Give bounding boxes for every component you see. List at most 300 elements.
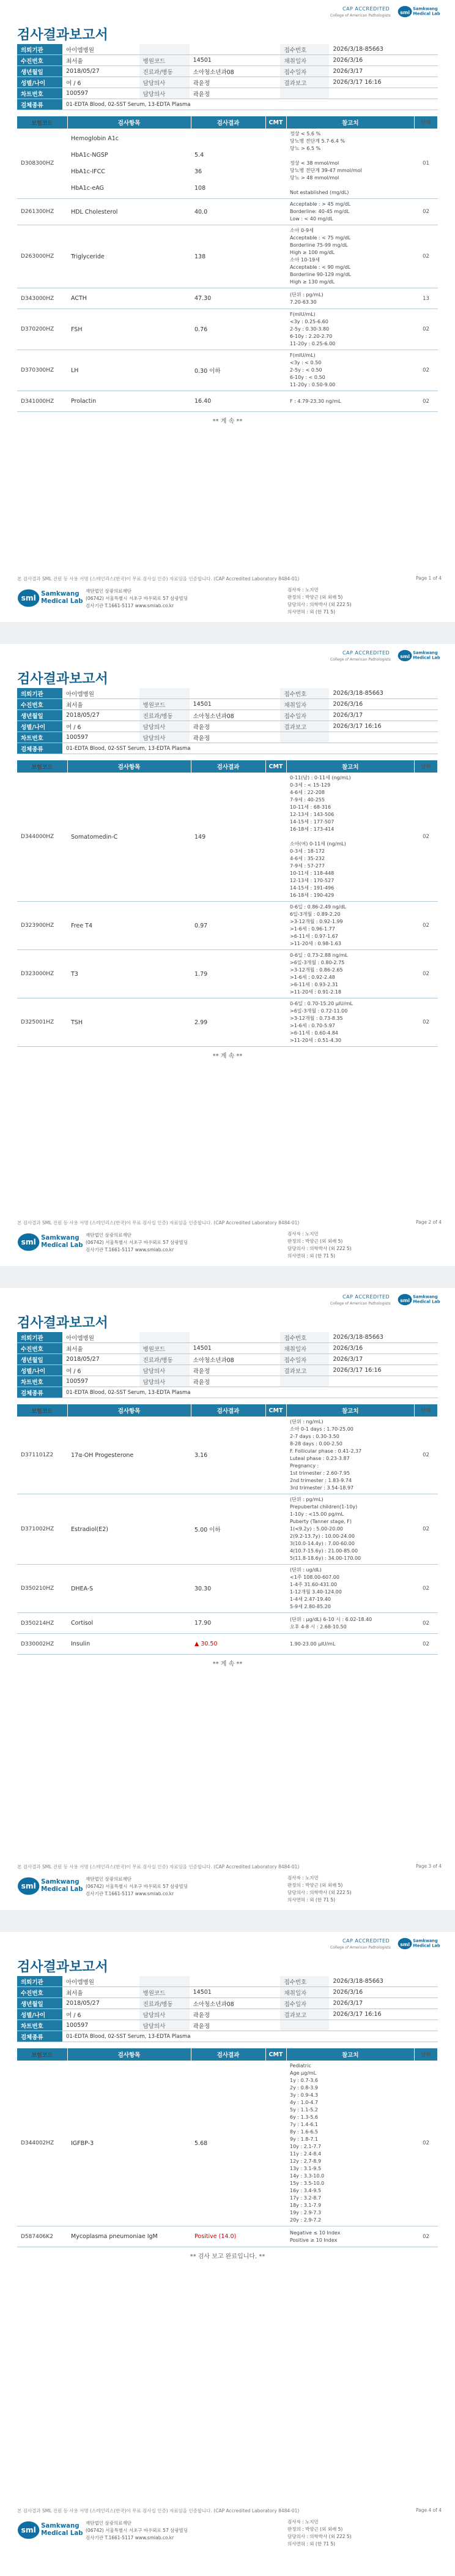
test-value bbox=[191, 2061, 265, 2226]
accreditation-subtitle: College of American Pathologists bbox=[330, 657, 391, 662]
test-item-name: Prolactin bbox=[71, 398, 97, 405]
reference-range: (단위 : ng/mL) 소아 0-1 days : 1.70-25.00 2-7 days : 0.30-3.50 8-28 days : 0.00-2.50 F. Follicular phase : 0.41-2.37 Luteal phase : 0.23-3.87 Pregnancy : 1st trimester : 2.60-7.95 2nd trimester : 1.83-9.74 3rd trimester : 3.54-18.97 bbox=[286, 1417, 415, 1494]
footer-lab-info: 재단법인 삼광의료재단 (06742) 서울특별시 서초구 바우뫼로 57 삼광빌딩 검사기관 T.1661-5117 www.smlab.co.kr bbox=[86, 2520, 188, 2540]
reference-range: 1.90-23.00 µIU/mL bbox=[286, 1634, 415, 1655]
sml-footer-logo bbox=[17, 1232, 84, 1252]
info-label: 성별/나이 bbox=[17, 2009, 62, 2020]
result-row bbox=[17, 1494, 438, 1565]
svg-text:Samkwang: Samkwang bbox=[41, 1878, 80, 1885]
sml-header-logo bbox=[398, 5, 440, 18]
svg-text:Samkwang: Samkwang bbox=[413, 650, 438, 656]
page-number: Page 4 of 4 bbox=[416, 2507, 442, 2513]
test-name bbox=[67, 1634, 191, 1655]
info-value: 여 / 6 bbox=[62, 721, 139, 732]
patient-info-table bbox=[17, 1976, 438, 2042]
test-item-value: 138 bbox=[194, 253, 206, 260]
page-title: 검사결과보고서 bbox=[17, 672, 108, 687]
insurance-code: D371101Z2 bbox=[17, 1417, 67, 1494]
cmt-flag bbox=[265, 2061, 286, 2226]
info-value bbox=[329, 1376, 438, 1387]
table-header-flag: CMT bbox=[265, 2048, 286, 2061]
reference-range: 소아 0-9세 Acceptable : < 75 mg/dL Borderline 75-99 mg/dL High ≥ 100 mg/dL 소아 10-19세 Acceptable : < 90 mg/dL Borderline 90-129 mg/dL High ≥ 130 mg/dL bbox=[286, 225, 415, 288]
insurance-code: D263000HZ bbox=[17, 225, 67, 288]
info-label bbox=[280, 2020, 329, 2031]
test-value bbox=[191, 998, 265, 1047]
insurance-code: D323000HZ bbox=[17, 950, 67, 998]
info-label: 결과보고 bbox=[280, 2009, 329, 2020]
insurance-code: D350214HZ bbox=[17, 1613, 67, 1634]
reference-range: 0-6일 : 0.70-15.20 µIU/mL >6일-3개월 : 0.72-11.00 >3-12개월 : 0.73-8.35 >1-6세 : 0.70-5.97 >6-11세 : 0.60-4.84 >11-20세 : 0.51-4.30 bbox=[286, 998, 415, 1047]
info-label: 차트번호 bbox=[17, 732, 62, 743]
specimen-unit: 02 bbox=[415, 2226, 438, 2247]
accreditation-title: CAP ACCREDITED bbox=[342, 1938, 390, 1944]
cmt-flag bbox=[265, 199, 286, 225]
test-item-value: 149 bbox=[194, 833, 206, 841]
info-value-specimen: 01-EDTA Blood, 02-SST Serum, 13-EDTA Plasma bbox=[62, 1387, 438, 1398]
page-title: 검사결과보고서 bbox=[17, 28, 108, 43]
table-header-code: 보험코드 bbox=[17, 2048, 67, 2061]
table-header-ref: 참고치 bbox=[286, 1404, 415, 1417]
end-marker: ** 계 속 ** bbox=[212, 1053, 243, 1060]
cmt-flag bbox=[265, 2226, 286, 2247]
info-value: 2026/3/18-85663 bbox=[329, 1332, 438, 1343]
page-title: 검사결과보고서 bbox=[17, 1316, 108, 1331]
test-item-value: 2.99 bbox=[194, 1019, 208, 1026]
info-value bbox=[190, 44, 281, 55]
info-value: 곽윤정 bbox=[190, 2020, 281, 2031]
info-label: 의뢰기관 bbox=[17, 1976, 62, 1987]
cmt-flag bbox=[265, 309, 286, 350]
test-item-value: 0.76 bbox=[194, 326, 208, 333]
test-value bbox=[191, 773, 265, 902]
insurance-code: D330002HZ bbox=[17, 1634, 67, 1655]
sml-header-logo bbox=[398, 1293, 440, 1306]
test-item-name: HbA1c-eAG bbox=[71, 185, 104, 192]
test-name bbox=[67, 902, 191, 950]
info-value: 2026/3/17 bbox=[329, 1354, 438, 1365]
test-value bbox=[191, 2226, 265, 2247]
accreditation-title: CAP ACCREDITED bbox=[342, 1294, 390, 1300]
info-label: 담당의사 bbox=[139, 77, 190, 88]
cmt-flag bbox=[265, 1417, 286, 1494]
svg-text:sml: sml bbox=[400, 1298, 410, 1303]
sml-footer-logo bbox=[17, 2520, 84, 2540]
table-header-unit: 단위 bbox=[415, 2048, 438, 2061]
info-value: 곽윤정 bbox=[190, 88, 281, 99]
test-value bbox=[191, 129, 265, 199]
cmt-flag bbox=[265, 288, 286, 309]
test-name bbox=[67, 288, 191, 309]
result-row bbox=[17, 1613, 438, 1634]
test-value bbox=[191, 309, 265, 350]
info-label: 접수번호 bbox=[280, 688, 329, 699]
info-label: 검체종류 bbox=[17, 1387, 62, 1398]
info-label: 생년월일 bbox=[17, 1354, 62, 1365]
reference-range: (단위 : ug/dL) <1주 108.00-607.00 1-4주 31.60-431.00 1-12개월 3.40-124.00 1-4세 2.47-19.40 5-9세 2.80-85.20 bbox=[286, 1565, 415, 1613]
test-name bbox=[67, 309, 191, 350]
end-marker: ** 계 속 ** bbox=[212, 418, 243, 425]
info-value: 곽윤정 bbox=[190, 732, 281, 743]
specimen-unit: 02 bbox=[415, 199, 438, 225]
info-label bbox=[139, 1332, 190, 1343]
test-item-name: Triglyceride bbox=[71, 253, 105, 260]
test-item-name: Mycoplasma pneumoniae IgM bbox=[71, 2233, 158, 2240]
test-name bbox=[67, 998, 191, 1047]
info-label: 생년월일 bbox=[17, 66, 62, 77]
test-value bbox=[191, 1417, 265, 1494]
page-separator bbox=[0, 622, 455, 644]
svg-text:sml: sml bbox=[21, 2526, 36, 2534]
info-label bbox=[280, 1376, 329, 1387]
info-label bbox=[139, 1976, 190, 1987]
info-value: 2018/05/27 bbox=[62, 1998, 139, 2009]
info-value-specimen: 01-EDTA Blood, 02-SST Serum, 13-EDTA Plasma bbox=[62, 743, 438, 754]
test-item-name: TSH bbox=[71, 1019, 83, 1026]
info-value: 아이엠병원 bbox=[62, 1976, 139, 1987]
table-header-value: 검사결과 bbox=[191, 760, 265, 773]
info-label: 담당의사 bbox=[139, 732, 190, 743]
info-value: 여 / 6 bbox=[62, 1365, 139, 1376]
test-item-value bbox=[194, 130, 262, 147]
insurance-code: D350210HZ bbox=[17, 1565, 67, 1613]
svg-text:sml: sml bbox=[400, 654, 410, 659]
info-value-specimen: 01-EDTA Blood, 02-SST Serum, 13-EDTA Plasma bbox=[62, 2031, 438, 2042]
test-name bbox=[67, 2061, 191, 2226]
specimen-unit: 02 bbox=[415, 1494, 438, 1565]
info-value: 곽윤정 bbox=[190, 1376, 281, 1387]
info-label: 접수번호 bbox=[280, 1976, 329, 1987]
info-label: 채취일자 bbox=[280, 1343, 329, 1354]
table-header-flag: CMT bbox=[265, 760, 286, 773]
test-item-name: 17α-OH Progesterone bbox=[71, 1451, 134, 1459]
footer-lab-info: 재단법인 삼광의료재단 (06742) 서울특별시 서초구 바우뫼로 57 삼광빌딩 검사기관 T.1661-5117 www.smlab.co.kr bbox=[86, 588, 188, 608]
svg-text:Medical Lab: Medical Lab bbox=[413, 1299, 440, 1305]
table-header-unit: 단위 bbox=[415, 116, 438, 129]
test-item-name: Estradiol(E2) bbox=[71, 1526, 108, 1533]
footer-signature: 검사자 : 노지민 판정의 : 박양근 (외 외래 5) 담당의사 : 의학박사 (외 222 5) 의사면허 : 외 (한 71 5) bbox=[287, 2519, 352, 2547]
sml-footer-logo bbox=[17, 588, 84, 608]
svg-text:sml: sml bbox=[21, 594, 36, 602]
info-label: 결과보고 bbox=[280, 721, 329, 732]
table-header-name: 검사항목 bbox=[67, 116, 191, 129]
result-row bbox=[17, 129, 438, 199]
test-name bbox=[67, 773, 191, 902]
info-value: 2026/3/17 16:16 bbox=[329, 721, 438, 732]
specimen-unit: 02 bbox=[415, 1417, 438, 1494]
info-value bbox=[190, 688, 281, 699]
reference-range: (단위 : pg/mL) Prepubertal children(1-10y) 1-10y : <15.00 pg/mL Puberty (Tanner stage, F) 1(<9.2y) : 5.00-20.00 2(9.2-13.7y) : 10.00-24.00 3(10.0-14.4y) : 7.00-60.00 4(10.7-15.6y) : 21.00-85.00 5(11.8-18.6y) : 34.00-170.00 bbox=[286, 1494, 415, 1565]
test-value bbox=[191, 350, 265, 391]
table-header-value: 검사결과 bbox=[191, 1404, 265, 1417]
page-separator bbox=[0, 1910, 455, 1932]
result-row bbox=[17, 391, 438, 412]
svg-text:Samkwang: Samkwang bbox=[413, 1938, 438, 1944]
svg-text:Samkwang: Samkwang bbox=[41, 590, 80, 597]
test-name bbox=[67, 350, 191, 391]
reference-range: 0-6일 : 0.73-2.88 ng/mL >6일-3개월 : 0.80-2.75 >3-12개월 : 0.86-2.65 >1-6세 : 0.92-2.48 >6-11세 : 0.93-2.31 >11-20세 : 0.91-2.18 bbox=[286, 950, 415, 998]
info-value: 14501 bbox=[190, 1987, 281, 1998]
info-value: 여 / 6 bbox=[62, 77, 139, 88]
info-value: 2026/3/18-85663 bbox=[329, 44, 438, 55]
specimen-unit: 01 bbox=[415, 129, 438, 199]
info-value: 최서율 bbox=[62, 1987, 139, 1998]
info-label: 차트번호 bbox=[17, 88, 62, 99]
table-header-value: 검사결과 bbox=[191, 116, 265, 129]
results-table bbox=[17, 2048, 438, 2247]
info-label: 차트번호 bbox=[17, 2020, 62, 2031]
info-value: 2026/3/18-85663 bbox=[329, 688, 438, 699]
info-value: 2018/05/27 bbox=[62, 710, 139, 721]
info-label: 수진번호 bbox=[17, 1343, 62, 1354]
result-row bbox=[17, 2226, 438, 2247]
info-value: 14501 bbox=[190, 1343, 281, 1354]
cmt-flag bbox=[265, 1634, 286, 1655]
footer-note: 본 검사결과 SML 진원 등 사용 서명 (스테인리스(한국)이 무료 검사실 인증) 자료임을 인증합니다. (CAP Accredited Laboratory 8484-01) bbox=[17, 1220, 300, 1226]
test-item-value: 108 bbox=[194, 185, 206, 192]
info-label bbox=[280, 88, 329, 99]
test-item-name: FSH bbox=[71, 326, 83, 333]
info-value: 100597 bbox=[62, 2020, 139, 2031]
test-value bbox=[191, 199, 265, 225]
info-value: 2026/3/18-85663 bbox=[329, 1976, 438, 1987]
test-name bbox=[67, 1613, 191, 1634]
cmt-flag bbox=[265, 773, 286, 902]
info-label: 담당의사 bbox=[139, 721, 190, 732]
info-value: 2026/3/16 bbox=[329, 699, 438, 710]
result-row bbox=[17, 1634, 438, 1655]
reference-range: Pediatric Age µg/mL 1y : 0.7-3.6 2y : 0.8-3.9 3y : 0.9-4.3 4y : 1.0-4.7 5y : 1.1-5.2 6y : 1.3-5.6 7y : 1.4-6.1 8y : 1.6-6.5 9y : 1.8-7.1 10y : 2.1-7.7 11y : 2.4-8.4 12y : 2.7-8.9 13y : 3.1-9.5 14y : 3.3-10.0 15y : 3.5-10.0 16y : 3.4-9.5 17y : 3.2-8.7 18y : 3.1-7.9 19y : 2.9-7.3 20y : 2.9-7.2 bbox=[286, 2061, 415, 2226]
insurance-code: D370200HZ bbox=[17, 309, 67, 350]
info-label: 진료과/병동 bbox=[139, 710, 190, 721]
page-number: Page 3 of 4 bbox=[416, 1863, 442, 1869]
test-item-value: 1.79 bbox=[194, 970, 208, 978]
accreditation-title: CAP ACCREDITED bbox=[342, 6, 390, 12]
test-item-name: HbA1c-NGSP bbox=[71, 152, 108, 159]
info-label: 접수일자 bbox=[280, 66, 329, 77]
report-page bbox=[0, 1288, 455, 1932]
footer-lab-info: 재단법인 삼광의료재단 (06742) 서울특별시 서초구 바우뫼로 57 삼광빌딩 검사기관 T.1661-5117 www.smlab.co.kr bbox=[86, 1876, 188, 1896]
page-number: Page 1 of 4 bbox=[416, 575, 442, 581]
info-value: 최서율 bbox=[62, 55, 139, 66]
svg-text:sml: sml bbox=[21, 1238, 36, 1246]
info-value bbox=[190, 1332, 281, 1343]
reference-range: F(mIU/mL) <3y : 0.25-6.60 2-5y : 0.30-3.80 6-10y : 2.20-2.70 11-20y : 0.25-6.00 bbox=[286, 309, 415, 350]
info-value: 2026/3/16 bbox=[329, 55, 438, 66]
sml-header-logo bbox=[398, 649, 440, 662]
info-label: 검체종류 bbox=[17, 743, 62, 754]
test-item-value: 0.30 이하 bbox=[194, 368, 221, 375]
info-label: 담당의사 bbox=[139, 2009, 190, 2020]
test-item-name: Hemoglobin A1c bbox=[71, 135, 119, 142]
info-label bbox=[139, 688, 190, 699]
info-label: 병원코드 bbox=[139, 699, 190, 710]
info-label: 검체종류 bbox=[17, 99, 62, 110]
info-value: 100597 bbox=[62, 88, 139, 99]
specimen-unit: 02 bbox=[415, 2061, 438, 2226]
table-header-name: 검사항목 bbox=[67, 1404, 191, 1417]
specimen-unit: 02 bbox=[415, 773, 438, 902]
test-value bbox=[191, 225, 265, 288]
info-label: 성별/나이 bbox=[17, 1365, 62, 1376]
info-label: 채취일자 bbox=[280, 1987, 329, 1998]
test-value bbox=[191, 950, 265, 998]
test-value bbox=[191, 391, 265, 412]
test-name bbox=[67, 129, 191, 199]
info-value: 곽윤정 bbox=[190, 2009, 281, 2020]
test-value bbox=[191, 902, 265, 950]
info-label: 차트번호 bbox=[17, 1376, 62, 1387]
svg-text:sml: sml bbox=[400, 1942, 410, 1947]
svg-text:Medical Lab: Medical Lab bbox=[413, 11, 440, 17]
results-table bbox=[17, 1404, 438, 1655]
table-header-flag: CMT bbox=[265, 1404, 286, 1417]
reference-range: (단위 : pg/mL) 7.20-63.30 bbox=[286, 288, 415, 309]
test-item-value: ▲ 30.50 bbox=[194, 1641, 218, 1647]
result-row bbox=[17, 309, 438, 350]
end-marker: ** 검사 보고 완료입니다. ** bbox=[190, 2253, 265, 2260]
info-value-specimen: 01-EDTA Blood, 02-SST Serum, 13-EDTA Plasma bbox=[62, 99, 438, 110]
info-value: 100597 bbox=[62, 732, 139, 743]
report-page bbox=[0, 644, 455, 1288]
test-name bbox=[67, 1565, 191, 1613]
info-value: 최서율 bbox=[62, 1343, 139, 1354]
test-item-name: IGFBP-3 bbox=[71, 2140, 94, 2147]
svg-text:Medical Lab: Medical Lab bbox=[413, 655, 440, 661]
insurance-code: D341000HZ bbox=[17, 391, 67, 412]
specimen-unit: 02 bbox=[415, 902, 438, 950]
test-value bbox=[191, 1613, 265, 1634]
cmt-flag bbox=[265, 998, 286, 1047]
info-label: 병원코드 bbox=[139, 1987, 190, 1998]
test-value bbox=[191, 1565, 265, 1613]
insurance-code: D261300HZ bbox=[17, 199, 67, 225]
info-value bbox=[329, 2020, 438, 2031]
test-item-value: 36 bbox=[194, 168, 202, 175]
test-item-value: 5.68 bbox=[194, 2140, 208, 2147]
insurance-code: D344000HZ bbox=[17, 773, 67, 902]
test-item-value: 5.4 bbox=[194, 152, 204, 159]
reference-range: F : 4.79-23.30 ng/mL bbox=[286, 391, 415, 412]
info-label: 담당의사 bbox=[139, 1376, 190, 1387]
reference-range: 정상 < 5.6 % 당뇨병 전단계 5.7-6.4 % 당뇨 > 6.5 % 정상 < 38 mmol/mol 당뇨병 전단계 39-47 mmol/mol 당뇨 > 48 mmol/mol Not established (mg/dL) bbox=[286, 129, 415, 199]
info-label: 접수번호 bbox=[280, 1332, 329, 1343]
info-value: 아이엠병원 bbox=[62, 1332, 139, 1343]
accreditation-subtitle: College of American Pathologists bbox=[330, 1945, 391, 1950]
info-value bbox=[329, 732, 438, 743]
test-value bbox=[191, 1494, 265, 1565]
info-label: 수진번호 bbox=[17, 699, 62, 710]
insurance-code: D343000HZ bbox=[17, 288, 67, 309]
info-label: 성별/나이 bbox=[17, 721, 62, 732]
info-value: 곽윤정 bbox=[190, 77, 281, 88]
cmt-flag bbox=[265, 902, 286, 950]
specimen-unit: 02 bbox=[415, 1613, 438, 1634]
specimen-unit: 02 bbox=[415, 1634, 438, 1655]
table-header-ref: 참고치 bbox=[286, 760, 415, 773]
info-label: 진료과/병동 bbox=[139, 1998, 190, 2009]
svg-text:Medical Lab: Medical Lab bbox=[41, 2530, 83, 2537]
result-row bbox=[17, 288, 438, 309]
info-label: 접수일자 bbox=[280, 1998, 329, 2009]
info-label: 진료과/병동 bbox=[139, 1354, 190, 1365]
test-name bbox=[67, 225, 191, 288]
reference-range: 0-6일 : 0.86-2.49 ng/dL 6일-3개월 : 0.89-2.20 >3-12개월 : 0.92-1.99 >1-6세 : 0.96-1.77 >6-11세 : 0.97-1.67 >11-20세 : 0.98-1.63 bbox=[286, 902, 415, 950]
results-table bbox=[17, 760, 438, 1047]
table-header-value: 검사결과 bbox=[191, 2048, 265, 2061]
cmt-flag bbox=[265, 225, 286, 288]
info-value: 소아청소년과08 bbox=[190, 710, 281, 721]
info-value: 아이엠병원 bbox=[62, 44, 139, 55]
specimen-unit: 02 bbox=[415, 350, 438, 391]
svg-text:sml: sml bbox=[400, 10, 410, 15]
patient-info-table bbox=[17, 688, 438, 754]
info-value: 2018/05/27 bbox=[62, 1354, 139, 1365]
test-name bbox=[67, 950, 191, 998]
test-item-value: 17.90 bbox=[194, 1620, 212, 1627]
cmt-flag bbox=[265, 1565, 286, 1613]
info-label bbox=[280, 732, 329, 743]
info-label: 검체종류 bbox=[17, 2031, 62, 2042]
test-item-value: 16.40 bbox=[194, 398, 212, 405]
footer-note: 본 검사결과 SML 진원 등 사용 서명 (스테인리스(한국)이 무료 검사실 인증) 자료임을 인증합니다. (CAP Accredited Laboratory 8484-01) bbox=[17, 2508, 300, 2514]
info-label: 의뢰기관 bbox=[17, 688, 62, 699]
test-item-name: HbA1c-IFCC bbox=[71, 168, 105, 175]
info-value: 최서율 bbox=[62, 699, 139, 710]
info-label: 생년월일 bbox=[17, 1998, 62, 2009]
page-title: 검사결과보고서 bbox=[17, 1960, 108, 1975]
footer-signature: 검사자 : 노지민 판정의 : 박양근 (외 외래 5) 담당의사 : 의학박사 (외 222 5) 의사면허 : 외 (한 71 5) bbox=[287, 1231, 352, 1259]
footer-lab-info: 재단법인 삼광의료재단 (06742) 서울특별시 서초구 바우뫼로 57 삼광빌딩 검사기관 T.1661-5117 www.smlab.co.kr bbox=[86, 1232, 188, 1252]
accreditation-title: CAP ACCREDITED bbox=[342, 650, 390, 656]
test-item-value: 40.0 bbox=[194, 208, 208, 215]
footer-signature: 검사자 : 노지민 판정의 : 박양근 (외 외래 5) 담당의사 : 의학박사 (외 222 5) 의사면허 : 외 (한 71 5) bbox=[287, 1875, 352, 1903]
cmt-flag bbox=[265, 1613, 286, 1634]
info-value bbox=[329, 88, 438, 99]
svg-text:Medical Lab: Medical Lab bbox=[41, 1886, 83, 1893]
test-name bbox=[67, 391, 191, 412]
test-item-value: 0.97 bbox=[194, 922, 208, 929]
result-row bbox=[17, 902, 438, 950]
info-value: 곽윤정 bbox=[190, 721, 281, 732]
table-header-code: 보험코드 bbox=[17, 116, 67, 129]
info-value: 14501 bbox=[190, 55, 281, 66]
test-item-value: Positive (14.0) bbox=[194, 2233, 237, 2240]
svg-text:Medical Lab: Medical Lab bbox=[413, 1943, 440, 1949]
info-label: 담당의사 bbox=[139, 2020, 190, 2031]
info-value: 2026/3/17 bbox=[329, 710, 438, 721]
result-row bbox=[17, 950, 438, 998]
info-value: 2026/3/16 bbox=[329, 1987, 438, 1998]
info-label: 의뢰기관 bbox=[17, 1332, 62, 1343]
specimen-unit: 02 bbox=[415, 998, 438, 1047]
result-row bbox=[17, 225, 438, 288]
test-item-value: 5.00 이하 bbox=[194, 1527, 221, 1533]
test-item-name: LH bbox=[71, 367, 79, 374]
page-separator bbox=[0, 1266, 455, 1288]
specimen-unit: 02 bbox=[415, 309, 438, 350]
table-header-ref: 참고치 bbox=[286, 116, 415, 129]
reference-range: F(mIU/mL) <3y : < 0.50 2-5y : < 0.50 6-10y : < 0.50 11-20y : 0.50-9.00 bbox=[286, 350, 415, 391]
info-label: 진료과/병동 bbox=[139, 66, 190, 77]
info-value: 소아청소년과08 bbox=[190, 66, 281, 77]
result-row bbox=[17, 773, 438, 902]
result-row bbox=[17, 350, 438, 391]
test-name bbox=[67, 199, 191, 225]
info-value: 2026/3/17 bbox=[329, 66, 438, 77]
insurance-code: D370300HZ bbox=[17, 350, 67, 391]
cmt-flag bbox=[265, 950, 286, 998]
table-header-name: 검사항목 bbox=[67, 2048, 191, 2061]
